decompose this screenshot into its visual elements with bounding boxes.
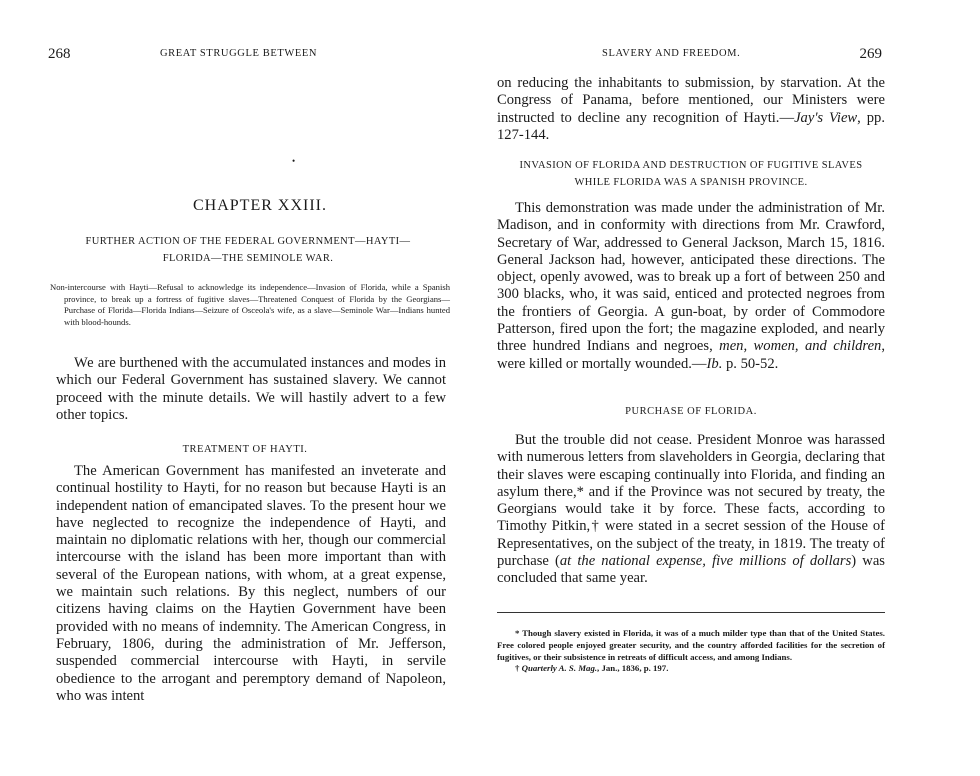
continuation-cite-pages: , pp. 127-144. — [497, 109, 885, 143]
invasion-cite: Ib. — [706, 355, 723, 372]
running-head-right: SLAVERY AND FREEDOM. — [602, 48, 741, 59]
heading-invasion-line2: WHILE FLORIDA WAS A SPANISH PROVINCE. — [574, 177, 808, 188]
chapter-subtitle — [48, 233, 448, 267]
heading-invasion-of-florida — [497, 157, 885, 191]
right-page — [490, 0, 980, 776]
purchase-text-a: But the trouble did not cease. President Monroe was harassed with numerous letters from slaveholders in Georgia, declaring that their slaves were escaping continually into Florida, and finding an asylum there,* and if the Province was not secured by treaty, the Georgians would take it by force. These facts, according to Timothy Pitkin,† were stated in a secret session of the House of Representatives, on the subject of the treaty, in 1819. The treaty of purchase ( — [497, 432, 885, 570]
chapter-subtitle-line1: FURTHER ACTION OF THE FEDERAL GOVERNMENT—HAYTI— — [85, 236, 411, 247]
chapter-subtitle-line2: FLORIDA—THE SEMINOLE WAR. — [162, 253, 334, 264]
chapter-title: CHAPTER XXIII. — [193, 197, 327, 214]
paragraph-intro — [56, 355, 446, 424]
invasion-cite-pages: p. 50-52. — [722, 355, 779, 372]
intro-rest: are burthened with the accumulated instances and modes in which our Federal Government has sustained slavery. We cannot proceed with the minute details. We will hastily advert to a few other topics. — [56, 355, 446, 423]
paragraph-invasion — [497, 200, 885, 373]
intro-first-word: We — [74, 355, 95, 371]
footnote-2 — [497, 663, 885, 675]
paragraph-purchase — [497, 432, 885, 588]
hayti-text: The American Government has manifested an inveterate and continual hostility to Hayti, for no reason but because Hayti is an independent nation of emancipated slaves. To the present hour we have neglected to recognize the independence of Hayti, and maintain no diplomatic relations with her, though our commercial intercourse with the island has been more important than with several of the European nations, with whom, at a great expense, we maintain such relations. By this neglect, numbers of our citizens having claims on the Haytien Government have been provided with no means of indemnity. The American Congress, in February, 1806, during the administration of Mr. Jefferson, suspended commercial intercourse with Hayti, in servile obedience to the arrogant and peremptory demand of Napoleon, who was intent — [56, 463, 446, 704]
footnote-rule — [497, 612, 885, 613]
footnotes — [497, 628, 885, 675]
footnote-2-rest: , Jan., 1836, p. 197. — [597, 663, 669, 674]
invasion-italic: men, women, and children — [719, 338, 882, 355]
invasion-text: This demonstration was made under the administration of Mr. Madison, and in conformity with directions from Mr. Crawford, Secretary of War, addressed to General Jackson, March 15, 1816. General Jackson had, however, anticipated these directions. The object, openly avowed, was to break up a fort of between 250 and 300 blacks, who, it was said, enticed and protected negroes from the frontiers of Georgia. A gun-boat, by order of Commodore Patterson, fired upon the fort; the magazine exploded, and nearly three hundred Indians and negroes, — [497, 200, 885, 355]
footnote-2-mark: † — [515, 663, 522, 674]
paragraph-continuation — [497, 75, 885, 144]
heading-treatment-of-hayti: TREATMENT OF HAYTI. — [182, 444, 308, 455]
ornament-dot: • — [292, 156, 296, 166]
page-number-left: 268 — [48, 46, 71, 62]
purchase-italic: at the national expense, five millions of dollars — [559, 553, 852, 570]
page-number-right: 269 — [859, 46, 882, 62]
heading-invasion-line1: INVASION OF FLORIDA AND DESTRUCTION OF FUGITIVE SLAVES — [519, 160, 863, 171]
footnote-1: * Though slavery existed in Florida, it was of a much milder type than that of the United States. Free colored people enjoyed greater security, and the country afforded facilities for the secretion of fugitives, or their subsistence in retreats of difficult access, and among Indians. — [497, 628, 885, 662]
continuation-text: on reducing the inhabitants to submission, by starvation. At the Congress of Panama, before mentioned, our Ministers were instructed to decline any recognition of Hayti.— — [497, 75, 885, 126]
heading-purchase-of-florida: PURCHASE OF FLORIDA. — [625, 406, 757, 417]
footnote-2-source: Quarterly A. S. Mag. — [521, 663, 598, 674]
purchase-text-b: ) was concluded that same year. — [497, 553, 885, 587]
chapter-synopsis — [50, 282, 450, 328]
synopsis-text: Non-intercourse with Hayti—Refusal to acknowledge its independence—Invasion of Florida, while a Spanish province, to break up a fortress of fugitive slaves—Threatened Conquest of Florida by the Georgians—Purchase of Florida—Florida Indians—Seizure of Osceola's wife, as a slave—Seminole War—Indians hunted with blood-hounds. — [50, 282, 450, 327]
continuation-cite: Jay's View — [794, 109, 858, 126]
paragraph-hayti — [56, 463, 446, 705]
invasion-end: , were killed or mortally wounded.— — [497, 338, 886, 372]
running-head-left: GREAT STRUGGLE BETWEEN — [160, 48, 318, 59]
